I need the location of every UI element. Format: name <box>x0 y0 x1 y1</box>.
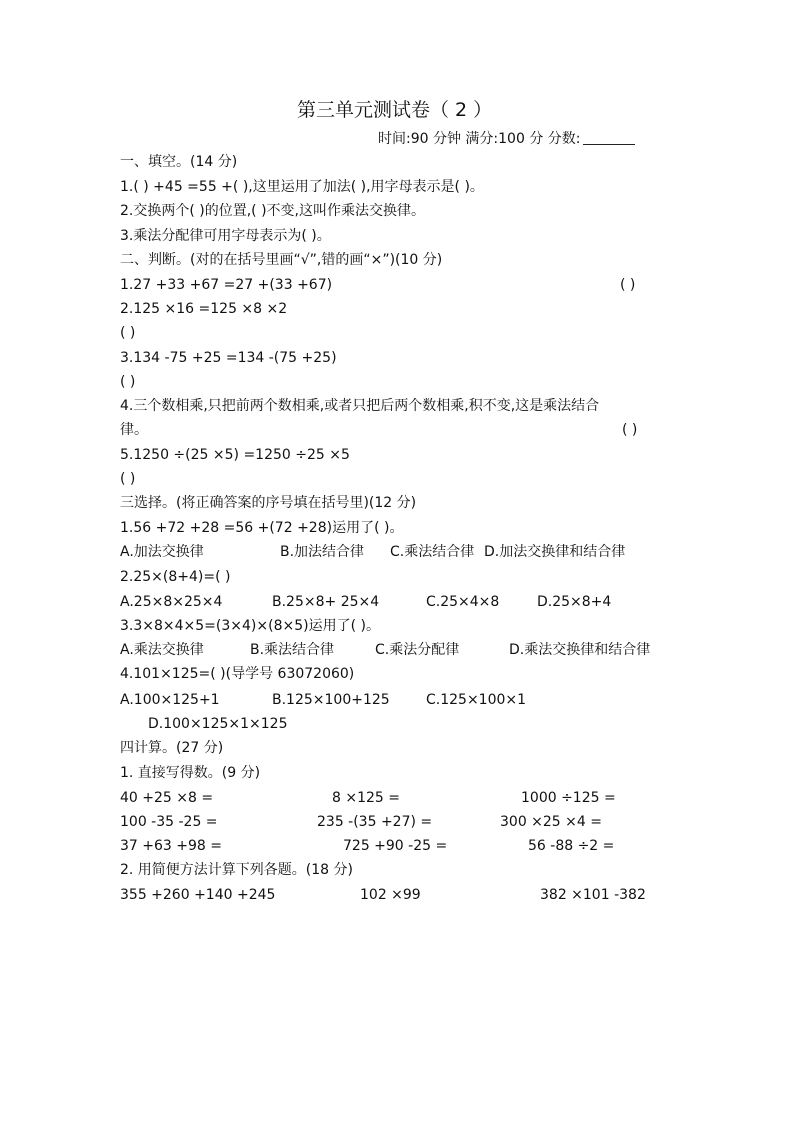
calc-item: 382 ×101 -382 <box>540 887 646 903</box>
score-blank[interactable] <box>583 130 635 145</box>
section3-q4-option-d[interactable]: D.100×125×1×125 <box>148 716 288 732</box>
section3-q3-option-d[interactable]: D.乘法交换律和结合律 <box>509 642 651 658</box>
section2-q5-answer[interactable]: ( ) <box>120 471 136 487</box>
section3-q2-option-d[interactable]: D.25×8+4 <box>537 594 612 610</box>
calc-item: 725 +90 -25 = <box>343 838 448 854</box>
calc-item: 102 ×99 <box>360 887 421 903</box>
section2-q3: 3.134 -75 +25 =134 -(75 +25) <box>120 350 337 366</box>
section2-q4-answer[interactable]: ( ) <box>622 422 638 438</box>
section3-q1-option-a[interactable]: A.加法交换律 <box>120 544 204 560</box>
section2-q3-answer[interactable]: ( ) <box>120 374 136 390</box>
section1-heading: 一、填空。(14 分) <box>120 154 238 170</box>
section3-q4: 4.101×125=( )(导学号 63072060) <box>120 666 355 682</box>
section2-q2-answer[interactable]: ( ) <box>120 325 136 341</box>
calc-item: 235 -(35 +27) = <box>317 814 433 830</box>
section1-q3: 3.乘法分配律可用字母表示为( )。 <box>120 228 331 244</box>
section3-q1-option-c[interactable]: C.乘法结合律 <box>390 544 475 560</box>
section3-q2-option-b[interactable]: B.25×8+ 25×4 <box>272 594 380 610</box>
section3-q4-option-c[interactable]: C.125×100×1 <box>426 692 527 708</box>
calc-item: 37 +63 +98 = <box>120 838 222 854</box>
calc-item: 56 -88 ÷2 = <box>528 838 615 854</box>
calc-item: 100 -35 -25 = <box>120 814 218 830</box>
calc-item: 40 +25 ×8 = <box>120 790 214 806</box>
section3-q4-option-b[interactable]: B.125×100+125 <box>272 692 390 708</box>
section3-q2-option-c[interactable]: C.25×4×8 <box>426 594 500 610</box>
section2-q2: 2.125 ×16 =125 ×8 ×2 <box>120 301 288 317</box>
section2-heading: 二、判断。(对的在括号里画“√”,错的画“×”)(10 分) <box>120 252 443 268</box>
section1-q2: 2.交换两个( )的位置,( )不变,这叫作乘法交换律。 <box>120 203 426 219</box>
calc-item: 355 +260 +140 +245 <box>120 887 276 903</box>
section1-q1: 1.( ) +45 =55 +( ),这里运用了加法( ),用字母表示是( )。 <box>120 179 484 195</box>
section3-q3-option-a[interactable]: A.乘法交换律 <box>120 642 204 658</box>
section4-sub1: 1. 直接写得数。(9 分) <box>120 765 261 781</box>
section2-q4-line1: 4.三个数相乘,只把前两个数相乘,或者只把后两个数相乘,积不变,这是乘法结合 <box>120 398 600 414</box>
section2-q1: 1.27 +33 +67 =27 +(33 +67) <box>120 277 333 293</box>
section3-q3-option-c[interactable]: C.乘法分配律 <box>375 642 460 658</box>
section2-q1-answer[interactable]: ( ) <box>620 277 636 293</box>
section3-q1: 1.56 +72 +28 =56 +(72 +28)运用了( )。 <box>120 520 404 536</box>
section3-q1-option-d[interactable]: D.加法交换律和结合律 <box>484 544 626 560</box>
exam-info-text: 时间:90 分钟 满分:100 分 分数: <box>378 131 581 147</box>
calc-item: 300 ×25 ×4 = <box>500 814 602 830</box>
calc-item: 8 ×125 = <box>332 790 400 806</box>
page-title: 第三单元测试卷（ 2 ） <box>297 99 493 121</box>
section3-q3: 3.3×8×4×5=(3×4)×(8×5)运用了( )。 <box>120 618 380 634</box>
section3-heading: 三选择。(将正确答案的序号填在括号里)(12 分) <box>120 495 417 511</box>
section3-q2-option-a[interactable]: A.25×8×25×4 <box>120 594 223 610</box>
section3-q2: 2.25×(8+4)=( ) <box>120 569 231 585</box>
exam-info <box>378 130 635 148</box>
section3-q1-option-b[interactable]: B.加法结合律 <box>280 544 365 560</box>
section2-q5: 5.1250 ÷(25 ×5) =1250 ÷25 ×5 <box>120 447 350 463</box>
section4-sub2: 2. 用简便方法计算下列各题。(18 分) <box>120 862 353 878</box>
section4-heading: 四计算。(27 分) <box>120 740 224 756</box>
section2-q4-line2: 律。 <box>120 422 148 438</box>
calc-item: 1000 ÷125 = <box>521 790 616 806</box>
section3-q4-option-a[interactable]: A.100×125+1 <box>120 692 220 708</box>
section3-q3-option-b[interactable]: B.乘法结合律 <box>250 642 335 658</box>
